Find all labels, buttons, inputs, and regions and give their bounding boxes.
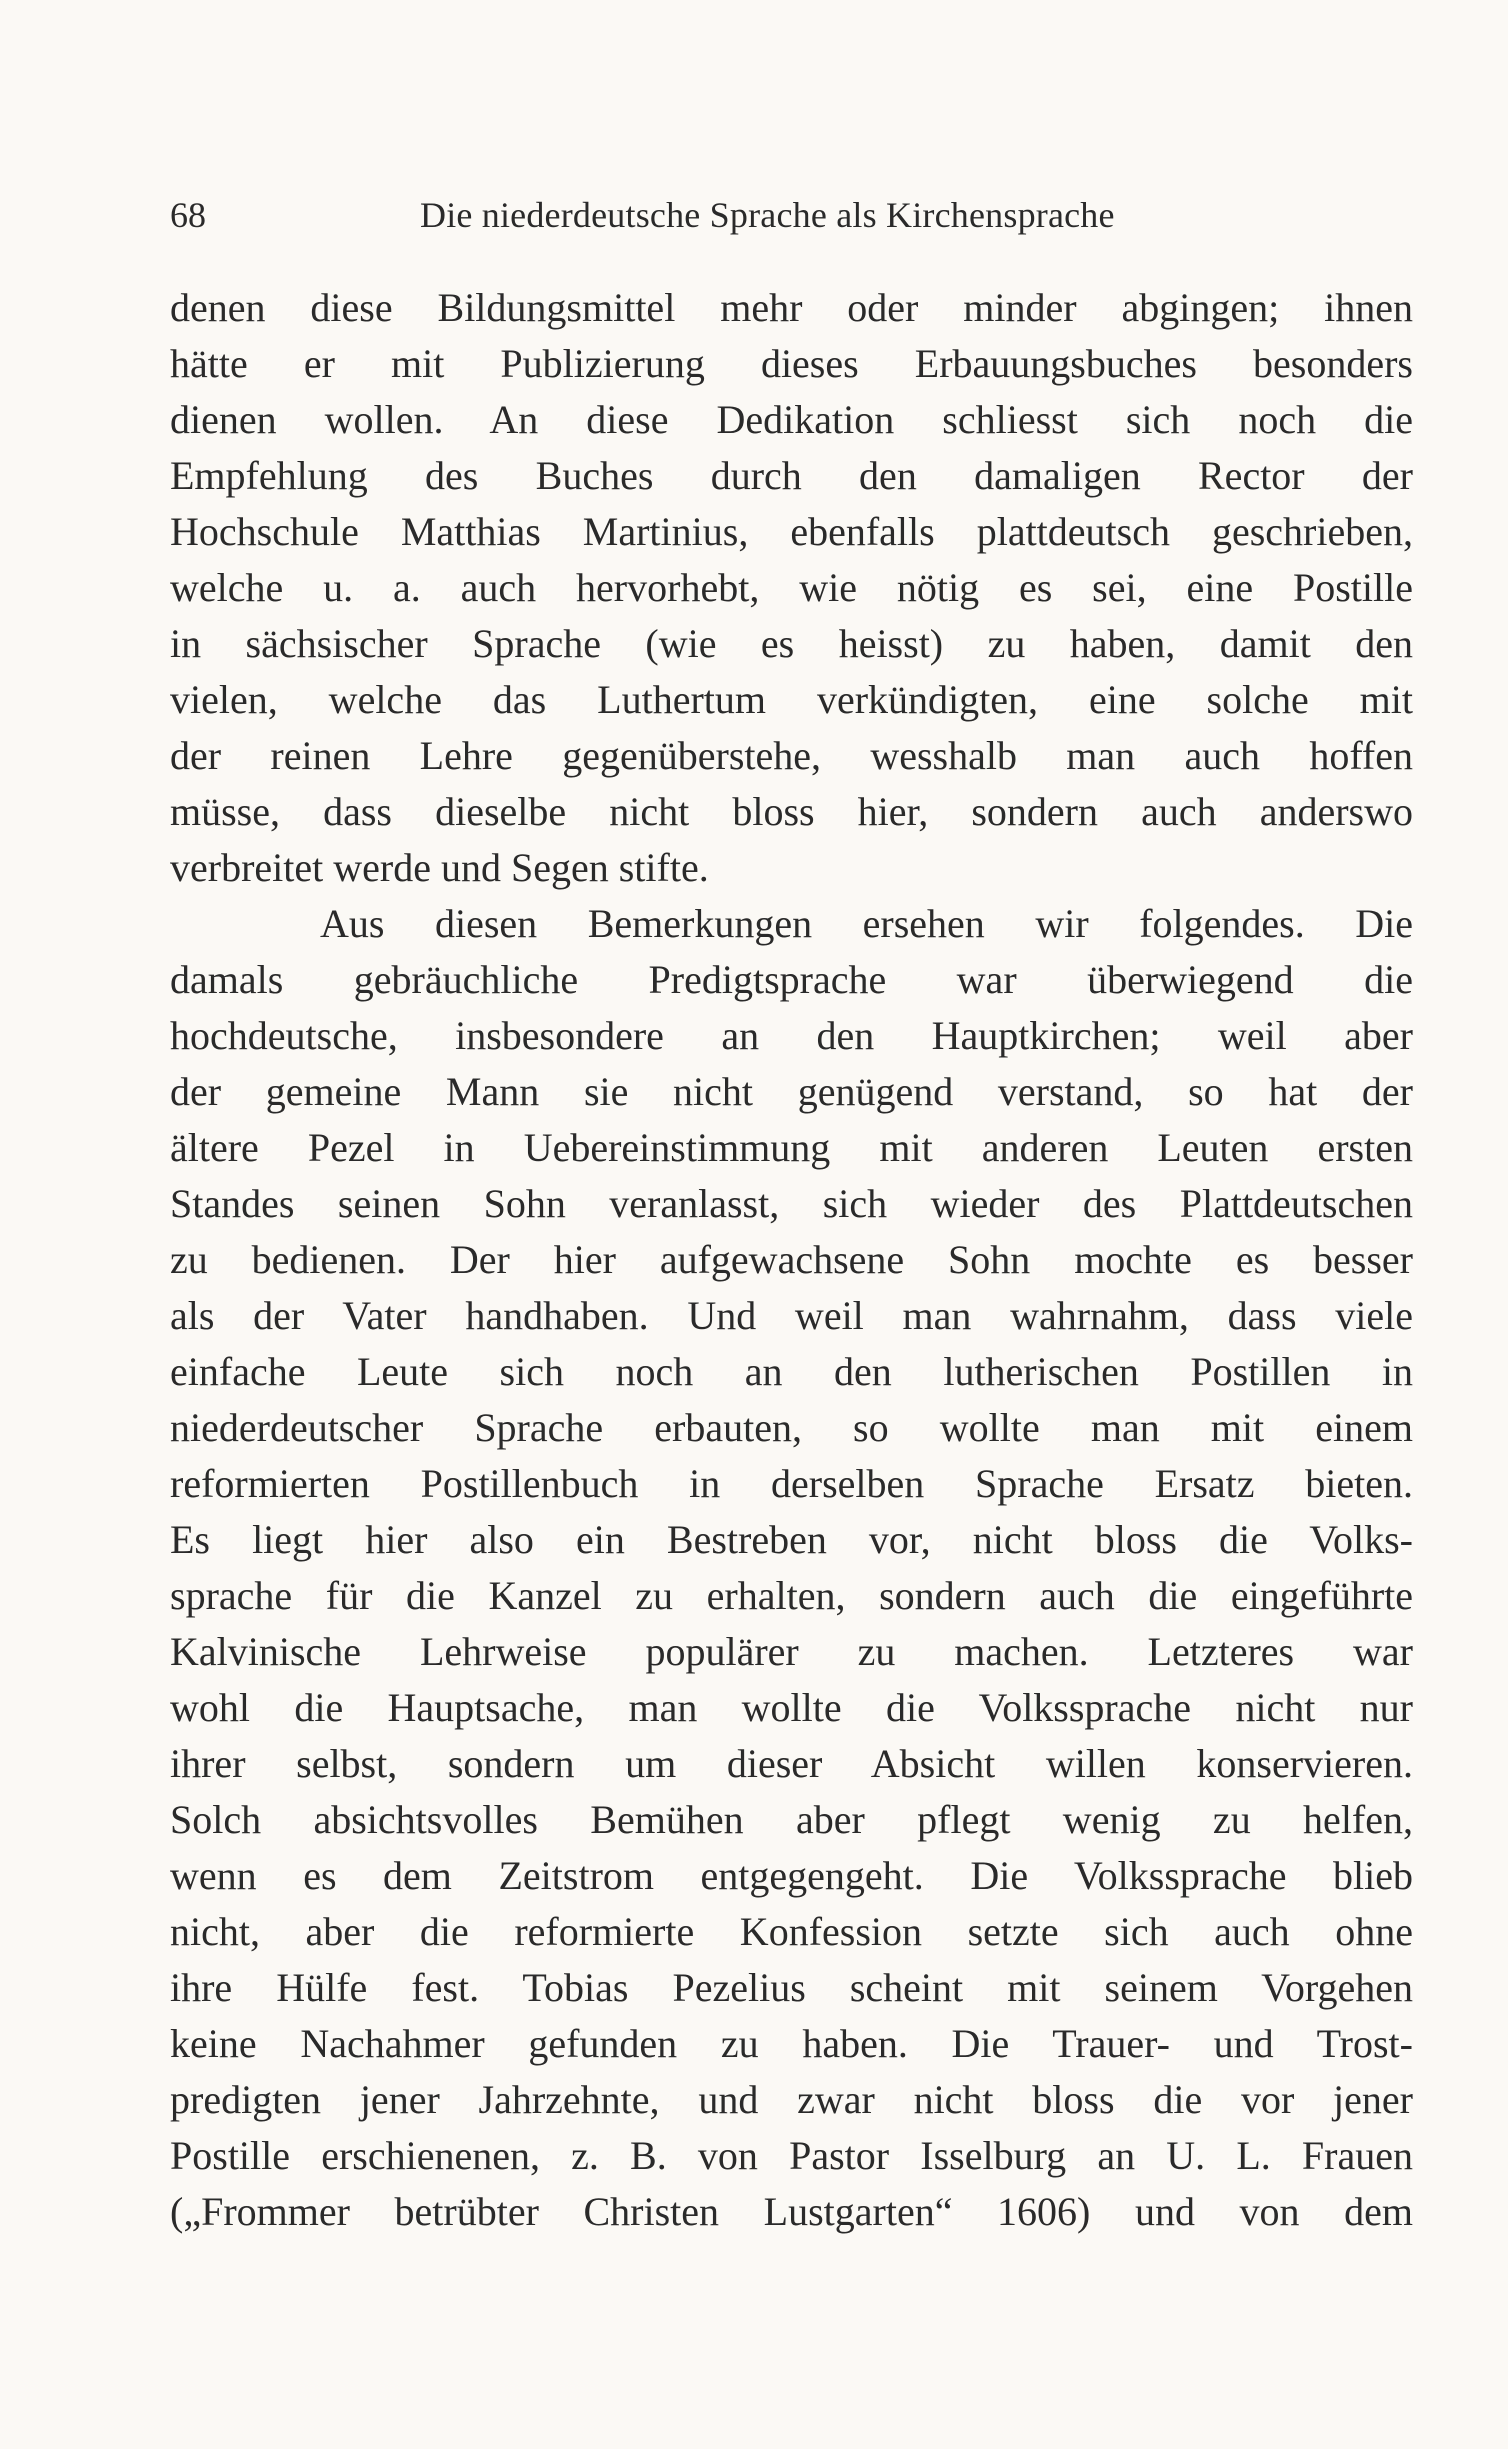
- text-line: Standes seinen Sohn veranlasst, sich wieder des Plattdeutschen: [170, 1181, 1413, 1226]
- text-line: ihre Hülfe fest. Tobias Pezelius scheint mit seinem Vorgehen: [170, 1965, 1413, 2010]
- text-line: Kalvinische Lehrweise populärer zu machen. Letzteres war: [170, 1629, 1413, 1674]
- text-line: Es liegt hier also ein Bestreben vor, nicht bloss die Volks-: [170, 1517, 1413, 1562]
- text-line: vielen, welche das Luthertum verkündigten, eine solche mit: [170, 677, 1413, 722]
- text-line: („Frommer betrübter Christen Lustgarten“ 1606) und von dem: [170, 2189, 1413, 2234]
- text-line: nicht, aber die reformierte Konfession setzte sich auch ohne: [170, 1909, 1413, 1954]
- text-line: wenn es dem Zeitstrom entgegengeht. Die Volkssprache blieb: [170, 1853, 1413, 1898]
- text-line: verbreitet werde und Segen stifte.: [170, 845, 709, 890]
- text-line: keine Nachahmer gefunden zu haben. Die Trauer- und Trost-: [170, 2021, 1413, 2066]
- text-line: damals gebräuchliche Predigtsprache war überwiegend die: [170, 957, 1413, 1002]
- text-line: der gemeine Mann sie nicht genügend verstand, so hat der: [170, 1069, 1413, 1114]
- text-line: denen diese Bildungsmittel mehr oder minder abgingen; ihnen: [170, 285, 1413, 330]
- text-line: der reinen Lehre gegenüberstehe, wesshalb man auch hoffen: [170, 733, 1413, 778]
- text-line: Empfehlung des Buches durch den damaligen Rector der: [170, 453, 1413, 498]
- text-line: wohl die Hauptsache, man wollte die Volkssprache nicht nur: [170, 1685, 1413, 1730]
- running-title: Die niederdeutsche Sprache als Kirchensprache: [420, 195, 1115, 235]
- body-text: [170, 280, 1413, 2240]
- text-line: als der Vater handhaben. Und weil man wahrnahm, dass viele: [170, 1293, 1413, 1338]
- text-line: hätte er mit Publizierung dieses Erbauungsbuches besonders: [170, 341, 1413, 386]
- running-head: [170, 190, 1413, 240]
- text-line: dienen wollen. An diese Dedikation schliesst sich noch die: [170, 397, 1413, 442]
- page-number: 68: [170, 195, 206, 235]
- text-line: einfache Leute sich noch an den lutherischen Postillen in: [170, 1349, 1413, 1394]
- text-line: in sächsischer Sprache (wie es heisst) zu haben, damit den: [170, 621, 1413, 666]
- text-line: Aus diesen Bemerkungen ersehen wir folgendes. Die: [320, 901, 1413, 946]
- text-line: sprache für die Kanzel zu erhalten, sondern auch die eingeführte: [170, 1573, 1413, 1618]
- text-line: zu bedienen. Der hier aufgewachsene Sohn mochte es besser: [170, 1237, 1413, 1282]
- text-line: Postille erschienenen, z. B. von Pastor Isselburg an U. L. Frauen: [170, 2133, 1413, 2178]
- text-line: ihrer selbst, sondern um dieser Absicht willen konservieren.: [170, 1741, 1413, 1786]
- text-line: Solch absichtsvolles Bemühen aber pflegt wenig zu helfen,: [170, 1797, 1413, 1842]
- text-line: niederdeutscher Sprache erbauten, so wollte man mit einem: [170, 1405, 1413, 1450]
- text-line: Hochschule Matthias Martinius, ebenfalls plattdeutsch geschrieben,: [170, 509, 1413, 554]
- text-line: predigten jener Jahrzehnte, und zwar nicht bloss die vor jener: [170, 2077, 1413, 2122]
- text-line: müsse, dass dieselbe nicht bloss hier, sondern auch anderswo: [170, 789, 1413, 834]
- text-line: welche u. a. auch hervorhebt, wie nötig es sei, eine Postille: [170, 565, 1413, 610]
- text-line: hochdeutsche, insbesondere an den Hauptkirchen; weil aber: [170, 1013, 1413, 1058]
- text-line: reformierten Postillenbuch in derselben Sprache Ersatz bieten.: [170, 1461, 1413, 1506]
- text-line: ältere Pezel in Uebereinstimmung mit anderen Leuten ersten: [170, 1125, 1413, 1170]
